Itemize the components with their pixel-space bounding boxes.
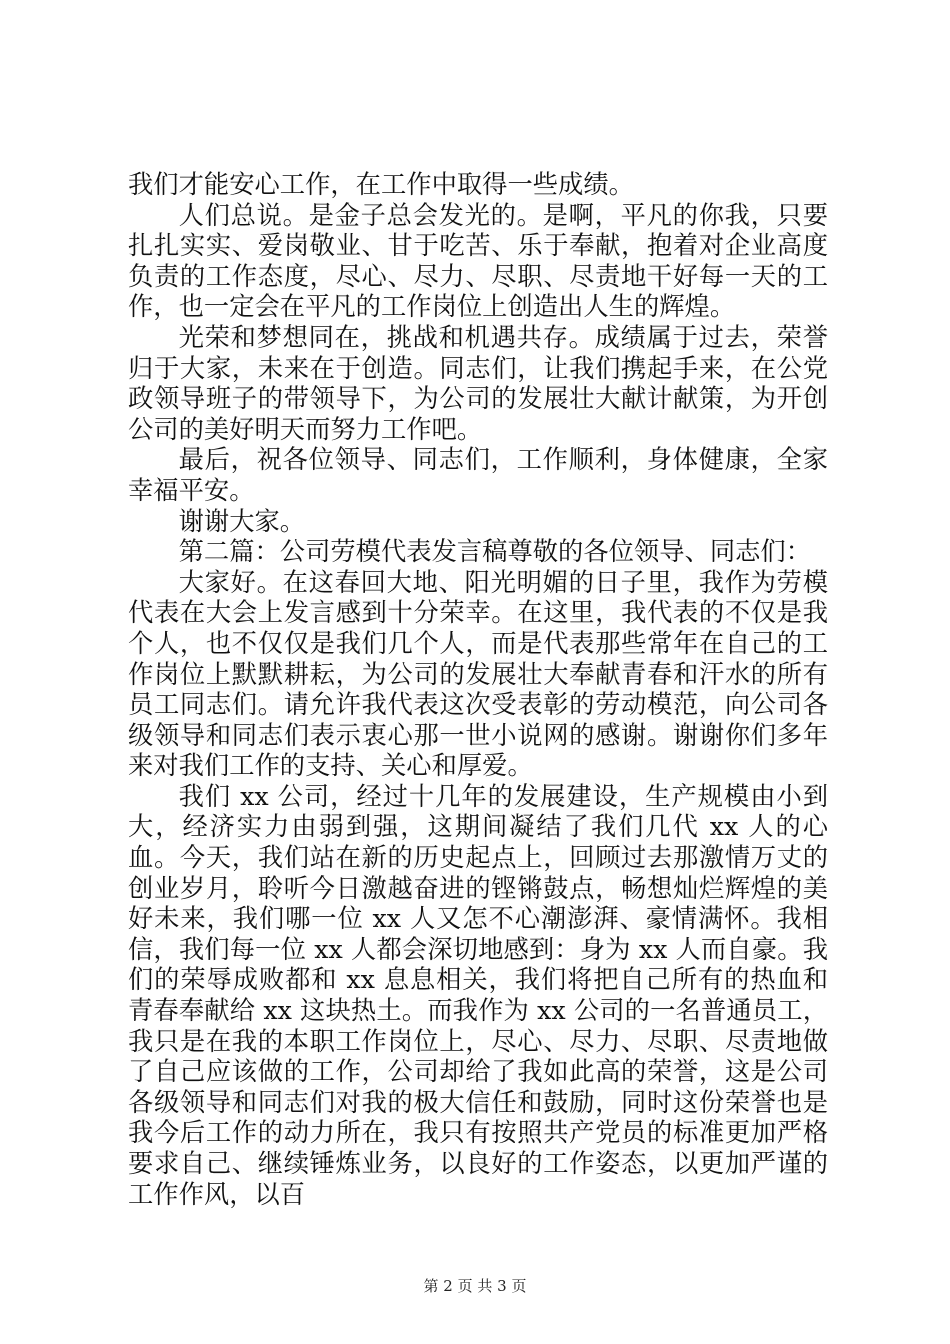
page-footer: 第 2 页 共 3 页 (423, 1277, 527, 1295)
section-heading: 第二篇：公司劳模代表发言稿尊敬的各位领导、同志们： (178, 537, 812, 567)
paragraph-2: 人们总说。是金子总会发光的。是啊，平凡的你我，只要扎扎实实、爱岗敬业、甘于吃苦、乐于奉献，抱着对企业高度负责的工作态度，尽心、尽力、尽职、尽责地干好每一天的工作，也一定会在平凡的工作岗位上创造出人生的辉煌。 (128, 200, 828, 322)
paragraph-1: 我们才能安心工作，在工作中取得一些成绩。 (128, 170, 634, 199)
paragraph-7: 我们 xx 公司，经过十几年的发展建设，生产规模由小到大，经济实力由弱到强，这期间凝结了我们几代 xx 人的心血。今天，我们站在新的历史起点上，回顾过去那激情万丈的创业岁月，聆听今日激越奋进的铿锵鼓点，畅想灿烂辉煌的美好未来，我们哪一位 xx 人又怎不心潮澎湃、豪情满怀。我相信，我们每一位 xx 人都会深切地感到：身为 xx 人而自豪。我们的荣辱成败都和 xx 息息相关，我们将把自己所有的热血和青春奉献给 xx 这块热土。而我作为 xx 公司的一名普通员工，我只是在我的本职工作岗位上，尽心、尽力、尽职、尽责地做了自己应该做的工作，公司却给了我如此高的荣誉，这是公司各级领导和同志们对我的极大信任和鼓励，同时这份荣誉也是我今后工作的动力所在，我只有按照共产党员的标准更加严格要求自己、继续锤炼业务，以良好的工作姿态，以更加严谨的工作作风，以百 (128, 781, 828, 1209)
paragraph-5: 谢谢大家。 (178, 506, 306, 536)
paragraph-6: 大家好。在这春回大地、阳光明媚的日子里，我作为劳模代表在大会上发言感到十分荣幸。在这里，我代表的不仅是我个人，也不仅仅是我们几个人，而是代表那些常年在自己的工作岗位上默默耕耘，为公司的发展壮大奉献青春和汗水的所有员工同志们。请允许我代表这次受表彰的劳动模范，向公司各级领导和同志们表示衷心那一世小说网的感谢。谢谢你们多年来对我们工作的支持、关心和厚爱。 (128, 567, 828, 781)
paragraph-3: 光荣和梦想同在，挑战和机遇共存。成绩属于过去，荣誉归于大家，未来在于创造。同志们，让我们携起手来，在公党政领导班子的带领导下，为公司的发展壮大献计献策，为开创公司的美好明天而努力工作吧。 (128, 322, 828, 444)
document-body (128, 170, 828, 1210)
paragraph-4: 最后，祝各位领导、同志们，工作顺利，身体健康，全家幸福平安。 (128, 445, 828, 505)
